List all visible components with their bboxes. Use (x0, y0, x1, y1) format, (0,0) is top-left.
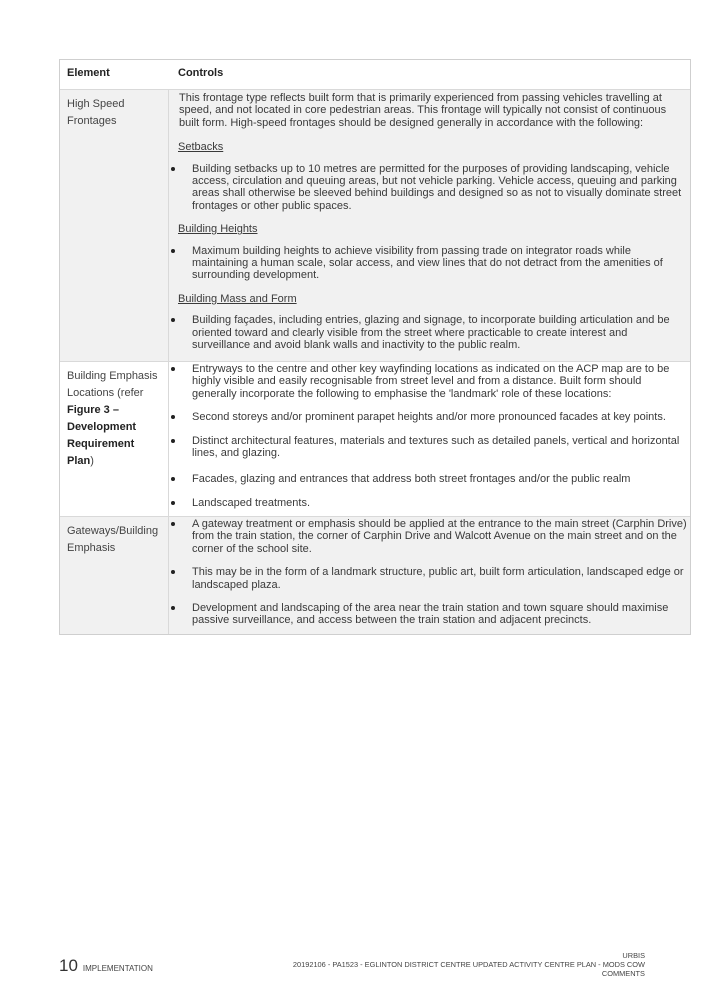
subheading-setbacks: Setbacks (178, 141, 224, 154)
bullet-list (178, 363, 688, 509)
table-row-gateways (60, 517, 690, 634)
list-item: Building façades, including entries, glazing and signage, to incorporate building articulation and be oriented toward and clearly visible from the street where practicable to create interest and surveillance and avoid blank walls and inactivity to the public realm. (178, 314, 688, 351)
figure-reference: Figure 3 – Development Requirement Plan (67, 404, 137, 467)
element-label: High Speed Frontages (67, 98, 125, 127)
document-reference-cont: COMMENTS (601, 969, 645, 978)
element-label: Building Emphasis Locations (refer (67, 370, 158, 399)
list-item: Landscaped treatments. (178, 497, 688, 509)
controls-table (59, 59, 691, 635)
list-item: Maximum building heights to achieve visibility from passing trade on integrator roads while maintaining a human scale, solar access, and view lines that do not detract from the amenities of surrounding development. (178, 245, 688, 282)
list-item: Facades, glazing and entrances that address both street frontages and/or the public realm (178, 473, 688, 485)
page-footer-left (59, 956, 153, 976)
page-footer-right (265, 951, 645, 978)
intro-text: This frontage type reflects built form that is primarily experienced from passing vehicles travelling at speed, and not located in core pedestrian areas. This frontage will typically not consist of continuous built form. High-speed frontages should be designed generally in accordance with the following: (179, 92, 667, 129)
list-item: A gateway treatment or emphasis should be applied at the entrance to the main street (Carphin Drive) from the train station, the corner of Carphin Drive and Walcott Avenue on the main street and on the corner of the school site. (178, 518, 688, 555)
bullet-list (178, 518, 688, 627)
element-cell (60, 362, 169, 516)
element-cell (60, 517, 169, 634)
bullet-list (178, 314, 688, 351)
subheading-building-heights: Building Heights (178, 223, 258, 236)
element-cell (60, 90, 169, 361)
bullet-list (178, 163, 688, 213)
document-reference: 20192106 - PA1523 - EGLINTON DISTRICT CENTRE UPDATED ACTIVITY CENTRE PLAN - MODS COW (292, 960, 645, 969)
company-name: URBIS (622, 951, 645, 960)
element-label: Gateways/Building Emphasis (67, 525, 159, 554)
list-item: Development and landscaping of the area near the train station and town square should maximise passive surveillance, and access between the train station and adjacent precincts. (178, 602, 688, 627)
table-row-high-speed-frontages (60, 90, 690, 362)
list-item: This may be in the form of a landmark structure, public art, built form articulation, landscaped edge or landscaped plaza. (178, 566, 688, 591)
list-item: Distinct architectural features, materials and textures such as detailed panels, vertical and horizontal lines, and glazing. (178, 435, 688, 460)
table-header (60, 60, 690, 90)
controls-cell (169, 362, 690, 516)
header-controls: Controls (178, 67, 224, 79)
table-row-building-emphasis (60, 362, 690, 517)
page-number: 10 (59, 956, 78, 975)
list-item: Entryways to the centre and other key wayfinding locations as indicated on the ACP map are to be highly visible and easily recognisable from street level and from a distance. Built form should generally incorporate the following to emphasise the 'landmark' role of these locations: (178, 363, 688, 400)
controls-cell (169, 517, 690, 634)
header-element: Element (67, 67, 110, 79)
section-name: IMPLEMENTATION (82, 964, 153, 973)
subheading-building-mass: Building Mass and Form (178, 292, 297, 305)
bullet-list (178, 245, 688, 282)
list-item: Second storeys and/or prominent parapet heights and/or more pronounced facades at key points. (178, 411, 688, 423)
element-label-suffix: ) (90, 455, 94, 467)
controls-cell (169, 90, 690, 361)
list-item: Building setbacks up to 10 metres are permitted for the purposes of providing landscaping, vehicle access, circulation and queuing areas, but not vehicle parking. Vehicle access, queuing and parking areas shall otherwise be sleeved behind buildings and designed so as not to visually dominate street frontages or other public spaces. (178, 163, 688, 213)
